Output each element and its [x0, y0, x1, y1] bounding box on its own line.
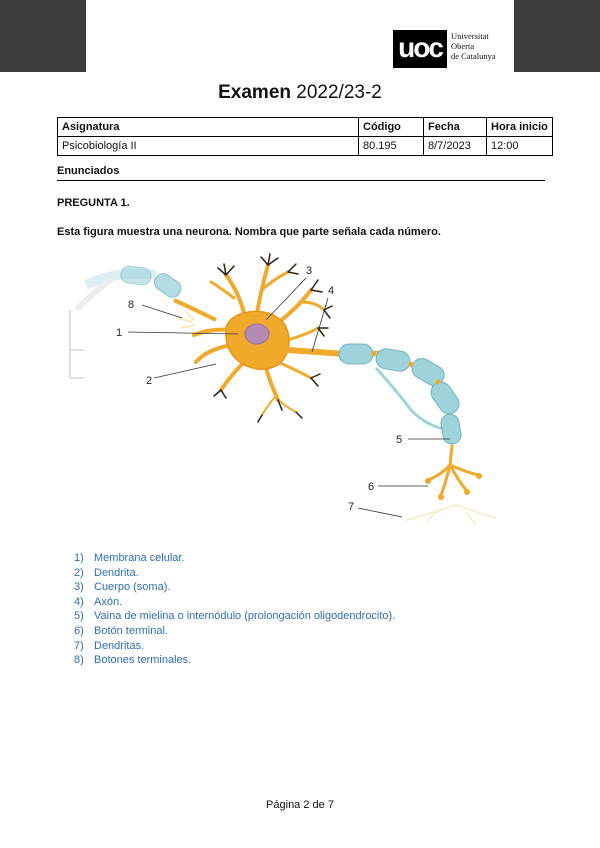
value-fecha: 8/7/2023: [424, 137, 487, 156]
incoming-axon: [174, 300, 216, 320]
target-dendrites-7: [406, 505, 496, 525]
answer-item: 4) Axón.: [74, 595, 123, 608]
answer-item: 7) Dendritas.: [74, 639, 145, 652]
header-dark-block-left: [0, 0, 86, 72]
value-codigo: 80.195: [359, 137, 424, 156]
value-hora-inicio: 12:00: [487, 137, 553, 156]
info-table: [57, 117, 553, 156]
question-statement: Esta figura muestra una neurona. Nombra que parte señala cada número.: [57, 226, 441, 238]
page-title-bold: Examen: [218, 82, 291, 103]
answer-item: 5) Vaina de mielina o internódulo (prolongación oligodendrocito).: [74, 610, 396, 623]
figure-label-2: 2: [146, 375, 153, 387]
figure-label-5: 5: [396, 434, 403, 446]
answer-item: 8) Botones terminales.: [74, 654, 192, 667]
figure-label-3: 3: [306, 265, 313, 277]
page-footer: Página 2 de 7: [266, 799, 334, 811]
figure-label-8: 8: [128, 299, 135, 311]
axon-terminal: [428, 446, 478, 495]
uoc-logo: [393, 30, 505, 70]
info-table-header-row: [58, 118, 553, 137]
logo-text: Universitat Oberta de Catalunya: [451, 31, 496, 61]
answer-item: 1) Membrana celular.: [74, 552, 185, 564]
figure-label-6: 6: [368, 481, 375, 493]
logo-mark: uoc: [393, 30, 447, 68]
figure-label-7: 7: [348, 501, 355, 513]
answer-item: 2) Dendrita.: [74, 566, 139, 579]
page-title: [0, 82, 600, 104]
figure-label-4: 4: [328, 285, 335, 297]
answer-list: [74, 551, 395, 668]
figure-label-1: 1: [116, 327, 123, 339]
nucleus: [245, 324, 269, 344]
section-title: Enunciados: [57, 165, 545, 181]
header-codigo: Código: [359, 118, 424, 137]
header-hora-inicio: Hora inicio: [487, 118, 553, 137]
answer-item: 6) Botón terminal.: [74, 624, 168, 637]
answer-item: 3) Cuerpo (soma).: [74, 581, 171, 594]
header-fecha: Fecha: [424, 118, 487, 137]
header-dark-block-right: [514, 0, 600, 72]
terminal-buttons-8: [178, 312, 194, 328]
page-title-rest: 2022/23-2: [296, 82, 382, 103]
header-asignatura: Asignatura: [58, 118, 359, 137]
axon: [288, 350, 346, 354]
question-label: PREGUNTA 1.: [57, 197, 130, 209]
neuron-figure: [56, 250, 506, 540]
myelin-sheath: [339, 344, 463, 445]
value-asignatura: Psicobiología II: [58, 137, 359, 156]
info-table-value-row: [58, 137, 553, 156]
